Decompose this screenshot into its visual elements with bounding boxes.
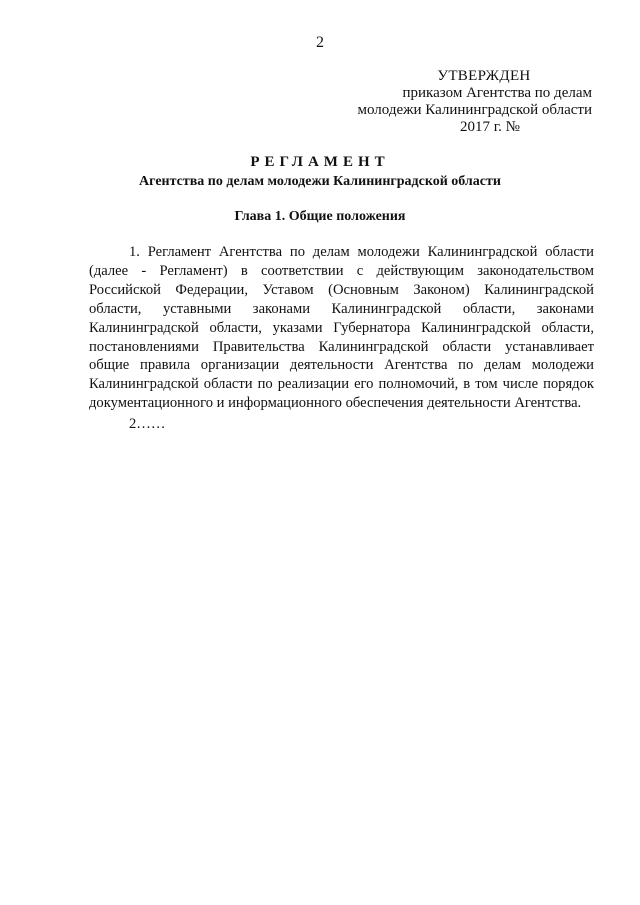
paragraph: 2…… xyxy=(129,416,166,433)
document-subtitle: Агентства по делам молодежи Калининградской области xyxy=(139,174,501,189)
approval-heading: УТВЕРЖДЕН xyxy=(437,68,531,84)
approval-date-line: 2017 г. № xyxy=(459,119,520,135)
approval-line: молодежи Калининградской области xyxy=(357,102,592,118)
document-body xyxy=(89,243,594,434)
approval-block xyxy=(332,68,592,136)
paragraph: 1. Регламент Агентства по делам молодежи Калининградской области (далее - Регламент) в соответствии с действующим законодательством Российской Федерации, Уставом (Основным Законом) Калининградской области, уставными законами Калининградской области, законами Калининградской области, указами Губернатора Калининградской области, постановлениями Правительства Калининградской области устанавливает общие правила организации деятельности Агентства по делам молодежи Калининградской области по реализации его полномочий, в том числе порядок документационного и информационного обеспечения деятельности Агентства. xyxy=(89,244,594,412)
page-number: 2 xyxy=(316,34,324,51)
document-title: РЕГЛАМЕНТ xyxy=(250,154,390,170)
approval-line: приказом Агентства по делам xyxy=(402,85,592,101)
chapter-heading: Глава 1. Общие положения xyxy=(234,209,406,224)
